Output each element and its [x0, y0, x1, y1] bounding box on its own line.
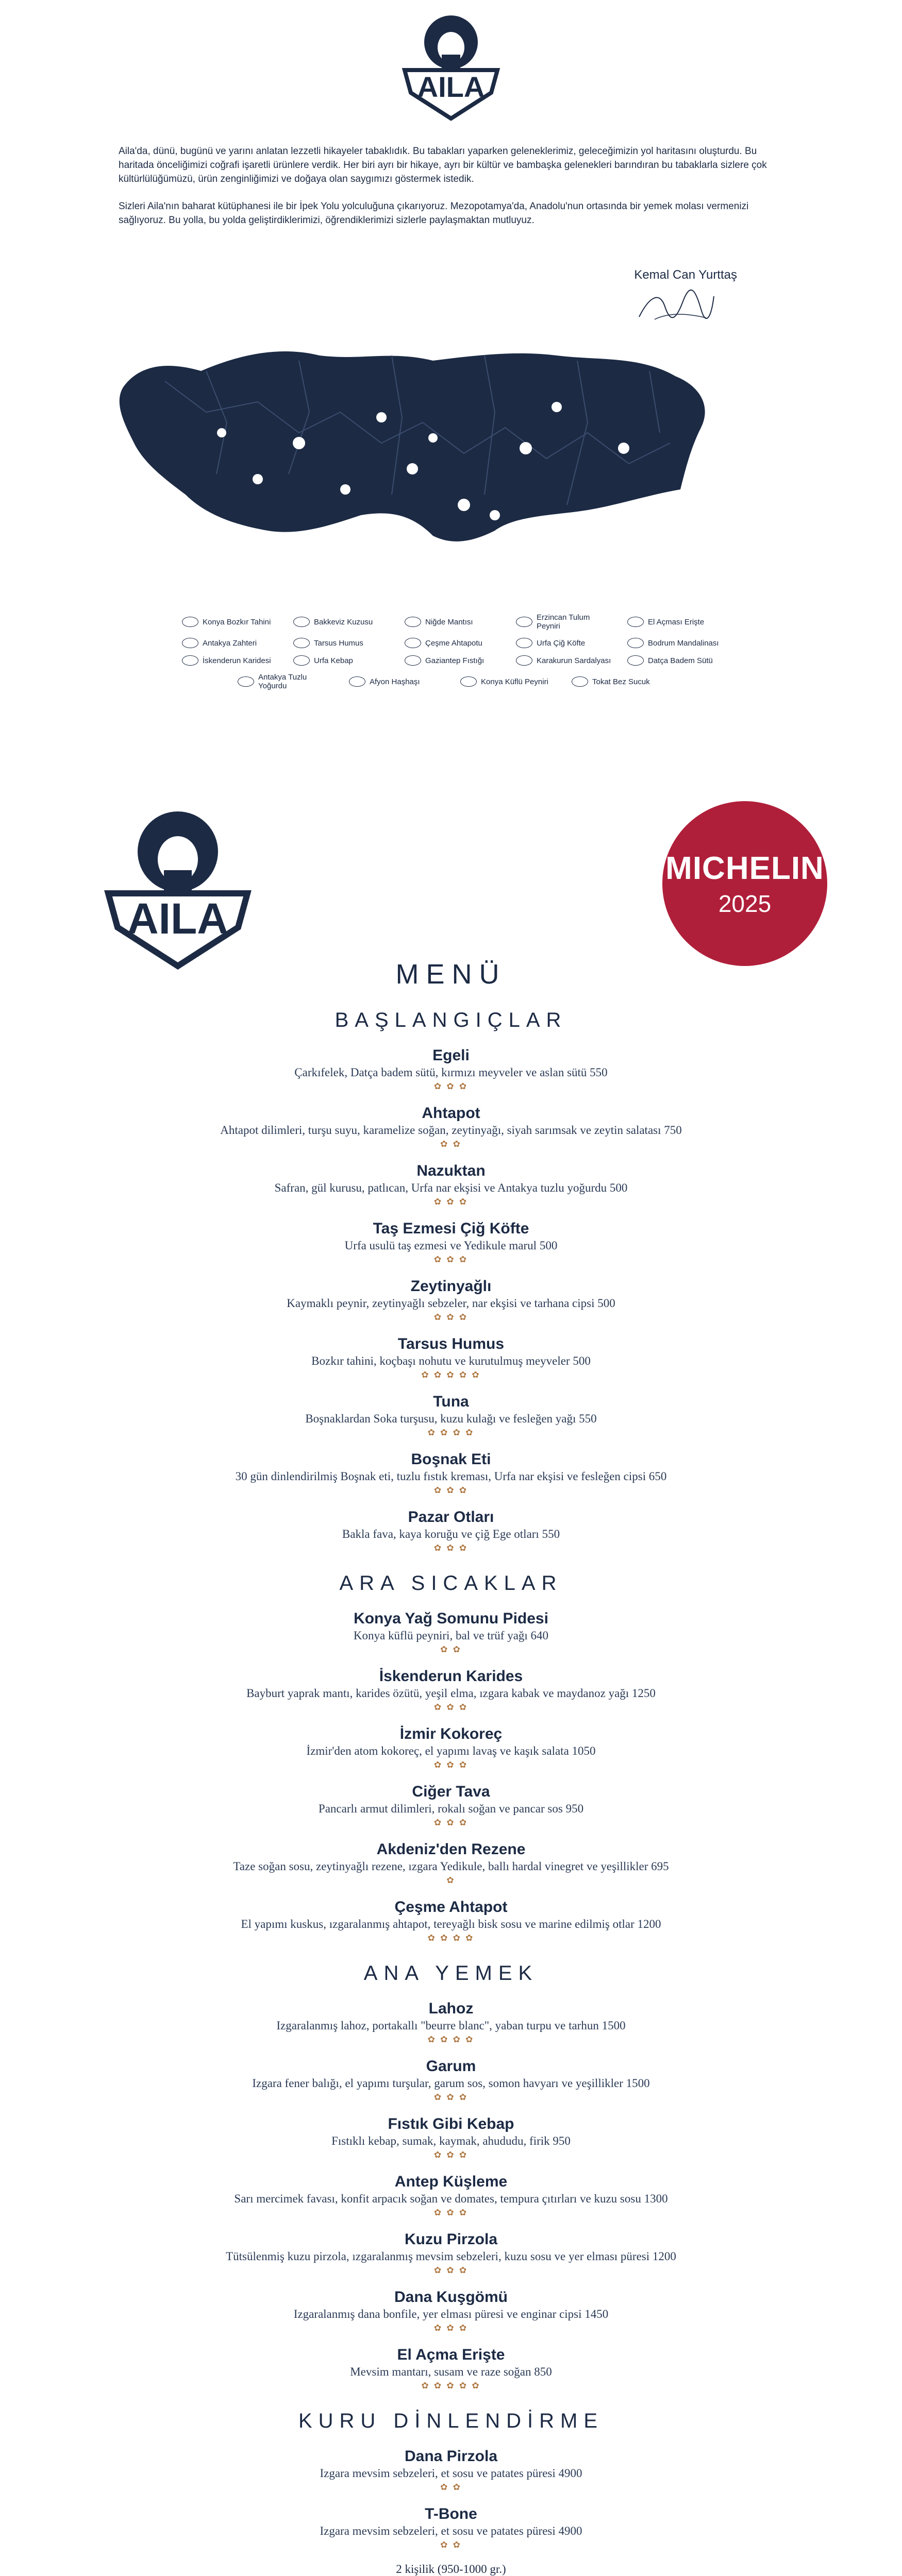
section-title-main: ANA YEMEK	[363, 1962, 539, 1985]
legend-item: El Açması Erişte	[627, 613, 725, 631]
legend-item: Konya Küflü Peyniri	[460, 673, 558, 690]
menu-item: İskenderun Karides Bayburt yaprak mantı, karides özütü, yeşil elma, ızgara kabak ve maydanoz yağı 1250 ✿ ✿ ✿	[0, 1667, 902, 1714]
legend-item: Niğde Mantısı	[405, 613, 503, 631]
allergen-icons: ✿ ✿ ✿ ✿	[427, 1428, 475, 1437]
menu-item: Pazar Otları Bakla fava, kaya koruğu ve çiğ Ege otları 550 ✿ ✿ ✿	[0, 1508, 902, 1554]
allergen-icons: ✿ ✿ ✿ ✿ ✿	[421, 2381, 481, 2391]
menu-item: İzmir Kokoreç İzmir'den atom kokoreç, el yapımı lavaş ve kaşık salata 1050 ✿ ✿ ✿	[0, 1725, 902, 1771]
serving-note: 2 kişilik (950-1000 gr.)	[396, 2563, 506, 2575]
menu-item: Ahtapot Ahtapot dilimleri, turşu suyu, karamelize soğan, zeytinyağı, siyah sarımsak ve zeytin salatası 750 ✿ ✿	[0, 1104, 902, 1150]
legend-item: İskenderun Karidesi	[182, 655, 280, 666]
menu-item: Zeytinyağlı Kaymaklı peynir, zeytinyağlı sebzeler, nar ekşisi ve tarhana cipsi 500 ✿ ✿ ✿	[0, 1277, 902, 1324]
allergen-icons: ✿ ✿	[440, 1139, 462, 1149]
menu-item: Egeli Çarkıfelek, Datça badem sütü, kırmızı meyveler ve aslan sütü 550 ✿ ✿ ✿	[0, 1046, 902, 1093]
brand-logo-text-large: AILA	[127, 894, 228, 943]
legend-item: Bakkeviz Kuzusu	[293, 613, 391, 631]
product-icon	[405, 638, 421, 648]
product-icon	[405, 617, 421, 627]
map-legend	[175, 613, 732, 690]
allergen-icons: ✿ ✿ ✿	[433, 1818, 469, 1827]
menu-item: El Açma Erişte Mevsim mantarı, susam ve raze soğan 850 ✿ ✿ ✿ ✿ ✿	[0, 2346, 902, 2392]
section-title-starters: BAŞLANGIÇLAR	[335, 1009, 567, 1031]
allergen-icons: ✿ ✿ ✿	[433, 1312, 469, 1322]
product-icon	[572, 676, 588, 687]
product-icon	[182, 638, 198, 648]
menu-item: Dana Pirzola Izgara mevsim sebzeleri, et sosu ve patates püresi 4900 ✿ ✿	[0, 2447, 902, 2494]
legend-item: Antakya Zahteri	[182, 638, 280, 648]
menu-item: Çeşme Ahtapot El yapımı kuskus, ızgaralanmış ahtapot, tereyağlı bisk sosu ve marine edilmiş otlar 1200 ✿ ✿ ✿ ✿	[0, 1898, 902, 1944]
menu-item: Dana Kuşgömü Izgaralanmış dana bonfile, yer elması püresi ve enginar cipsi 1450 ✿ ✿ ✿	[0, 2288, 902, 2334]
section-title-dry-aged: KURU DİNLENDİRME	[298, 2410, 604, 2432]
legend-item: Karakurun Sardalyası	[516, 655, 614, 666]
product-icon	[293, 638, 310, 648]
legend-item: Erzincan Tulum Peyniri	[516, 613, 614, 631]
allergen-icons: ✿ ✿ ✿	[433, 1760, 469, 1770]
menu-item: Boşnak Eti 30 gün dinlendirilmiş Boşnak eti, tuzlu fıstık kreması, Urfa nar ekşisi ve fesleğen cipsi 650 ✿ ✿ ✿	[0, 1450, 902, 1497]
turkey-map	[103, 340, 722, 556]
product-icon	[293, 617, 310, 627]
aila-emblem-icon	[394, 10, 508, 124]
intro-text	[119, 144, 783, 241]
legend-item: Antakya Tuzlu Yoğurdu	[238, 673, 336, 690]
legend-item: Urfa Kebap	[293, 655, 391, 666]
product-icon	[460, 676, 477, 687]
allergen-icons: ✿ ✿	[440, 1645, 462, 1654]
menu-title: MENÜ	[395, 959, 507, 990]
allergen-icons: ✿ ✿ ✿	[433, 1197, 469, 1207]
product-icon	[516, 638, 532, 648]
legend-item: Gaziantep Fıstığı	[405, 655, 503, 666]
product-icon	[516, 655, 532, 666]
product-icon	[238, 676, 254, 687]
legend-item: Tarsus Humus	[293, 638, 391, 648]
product-icon	[182, 617, 198, 627]
product-icon	[627, 655, 644, 666]
allergen-icons: ✿ ✿ ✿ ✿ ✿	[421, 1370, 481, 1380]
menu-item: Tuna Boşnaklardan Soka turşusu, kuzu kulağı ve fesleğen yağı 550 ✿ ✿ ✿ ✿	[0, 1393, 902, 1439]
allergen-icons: ✿ ✿ ✿	[433, 1543, 469, 1553]
menu-item: T-Bone Izgara mevsim sebzeleri, et sosu ve patates püresi 4900 ✿ ✿	[0, 2505, 902, 2551]
product-icon	[293, 655, 310, 666]
legend-item: Tokat Bez Sucuk	[572, 673, 670, 690]
menu-item: Fıstık Gibi Kebap Fıstıklı kebap, sumak, kaymak, ahududu, firik 950 ✿ ✿ ✿	[0, 2115, 902, 2161]
menu-item: Lahoz Izgaralanmış lahoz, portakallı "beurre blanc", yaban turpu ve tarhun 1500 ✿ ✿ ✿ ✿	[0, 1999, 902, 2046]
menu-item: Taş Ezmesi Çiğ Köfte Urfa usulü taş ezmesi ve Yedikule marul 500 ✿ ✿ ✿	[0, 1219, 902, 1266]
signature-icon	[634, 286, 716, 327]
menu-logo	[90, 804, 265, 976]
product-icon	[182, 655, 198, 666]
allergen-icons: ✿ ✿ ✿	[433, 1255, 469, 1264]
legend-item: Çeşme Ahtapotu	[405, 638, 503, 648]
menu-item: Antep Küşleme Sarı mercimek favası, konfit arpacık soğan ve domates, tempura çıtırları ve kuzu sosu 1300 ✿ ✿ ✿	[0, 2173, 902, 2219]
menu-item: Konya Yağ Somunu Pidesi Konya küflü peyniri, bal ve trüf yağı 640 ✿ ✿	[0, 1609, 902, 1656]
allergen-icons: ✿ ✿ ✿	[433, 2265, 469, 2275]
allergen-icons: ✿ ✿ ✿	[433, 2208, 469, 2217]
brand-logo-text: AILA	[417, 71, 485, 103]
menu-item: Akdeniz'den Rezene Taze soğan sosu, zeytinyağlı rezene, ızgara Yedikule, ballı hardal vinegret ve yeşillikler 695 ✿	[0, 1840, 902, 1887]
product-icon	[349, 676, 365, 687]
menu-item: Garum Izgara fener balığı, el yapımı turşular, garum sos, somon havyarı ve yeşillikler 1500 ✿ ✿ ✿	[0, 2057, 902, 2104]
product-icon	[405, 655, 421, 666]
allergen-icons: ✿ ✿ ✿ ✿	[427, 2035, 475, 2044]
legend-item: Afyon Haşhaşı	[349, 673, 447, 690]
top-logo	[394, 10, 508, 126]
aila-emblem-large-icon	[90, 804, 265, 974]
signature-name: Kemal Can Yurttaş	[634, 268, 737, 282]
allergen-icons: ✿ ✿ ✿ ✿	[427, 1933, 475, 1943]
michelin-badge	[662, 801, 827, 966]
product-icon	[627, 638, 644, 648]
legend-item: Bodrum Mandalinası	[627, 638, 725, 648]
menu	[0, 958, 902, 2576]
menu-item: Kuzu Pirzola Tütsülenmiş kuzu pirzola, ızgaralanmış mevsim sebzeleri, kuzu sosu ve yer elması püresi 1200 ✿ ✿ ✿	[0, 2230, 902, 2277]
allergen-icons: ✿ ✿ ✿	[433, 2323, 469, 2333]
legend-item: Konya Bozkır Tahini	[182, 613, 280, 631]
allergen-icons: ✿ ✿ ✿	[433, 2092, 469, 2102]
product-icon	[516, 617, 532, 627]
legend-item: Datça Badem Sütü	[627, 655, 725, 666]
allergen-icons: ✿ ✿	[440, 2540, 462, 2550]
legend-item: Urfa Çiğ Köfte	[516, 638, 614, 648]
michelin-label: MICHELIN	[665, 850, 824, 886]
menu-item: Ciğer Tava Pancarlı armut dilimleri, rokalı soğan ve pancar sos 950 ✿ ✿ ✿	[0, 1783, 902, 1829]
allergen-icons: ✿	[446, 1875, 456, 1885]
section-title-warm: ARA SICAKLAR	[339, 1572, 563, 1595]
allergen-icons: ✿ ✿ ✿	[433, 1081, 469, 1091]
allergen-icons: ✿ ✿ ✿	[433, 1702, 469, 1712]
intro-paragraph-1: Aila'da, dünü, bugünü ve yarını anlatan lezzetli hikayeler tabaklıdık. Bu tabakları yaparken geleneklerimiz, geleceğimizin yol haritasını oluşturdu. Bu haritada önceliğimizi coğrafi işaretli ürünlere verdik. Her biri ayrı bir hikaye, ayrı bir kültür ve bambaşka gelenekleri barındıran bu tabaklarla sizlere çok kültürlülüğümüzü, ürün zenginliğimizi ve doğaya olan saygımızı göstermek istedik.	[119, 146, 767, 184]
allergen-icons: ✿ ✿ ✿	[433, 2150, 469, 2160]
allergen-icons: ✿ ✿	[440, 2482, 462, 2492]
allergen-icons: ✿ ✿ ✿	[433, 1485, 469, 1495]
menu-item: Nazuktan Safran, gül kurusu, patlıcan, Urfa nar ekşisi ve Antakya tuzlu yoğurdu 500 ✿ ✿ ✿	[0, 1162, 902, 1208]
product-icon	[627, 617, 644, 627]
intro-paragraph-2: Sizleri Aila'nın baharat kütüphanesi ile bir İpek Yolu yolculuğuna çıkarıyoruz. Mezopotamya'da, Anadolu'nun ortasında bir yemek molası vermenizi sağlıyoruz. Bu yolla, bu yolda geliştirdiklerimizi, öğrendiklerimizi sizlerle paylaşmaktan mutluyuz.	[119, 201, 749, 226]
menu-item: Tarsus Humus Bozkır tahini, koçbaşı nohutu ve kurutulmuş meyveler 500 ✿ ✿ ✿ ✿ ✿	[0, 1335, 902, 1381]
michelin-year: 2025	[718, 890, 772, 917]
